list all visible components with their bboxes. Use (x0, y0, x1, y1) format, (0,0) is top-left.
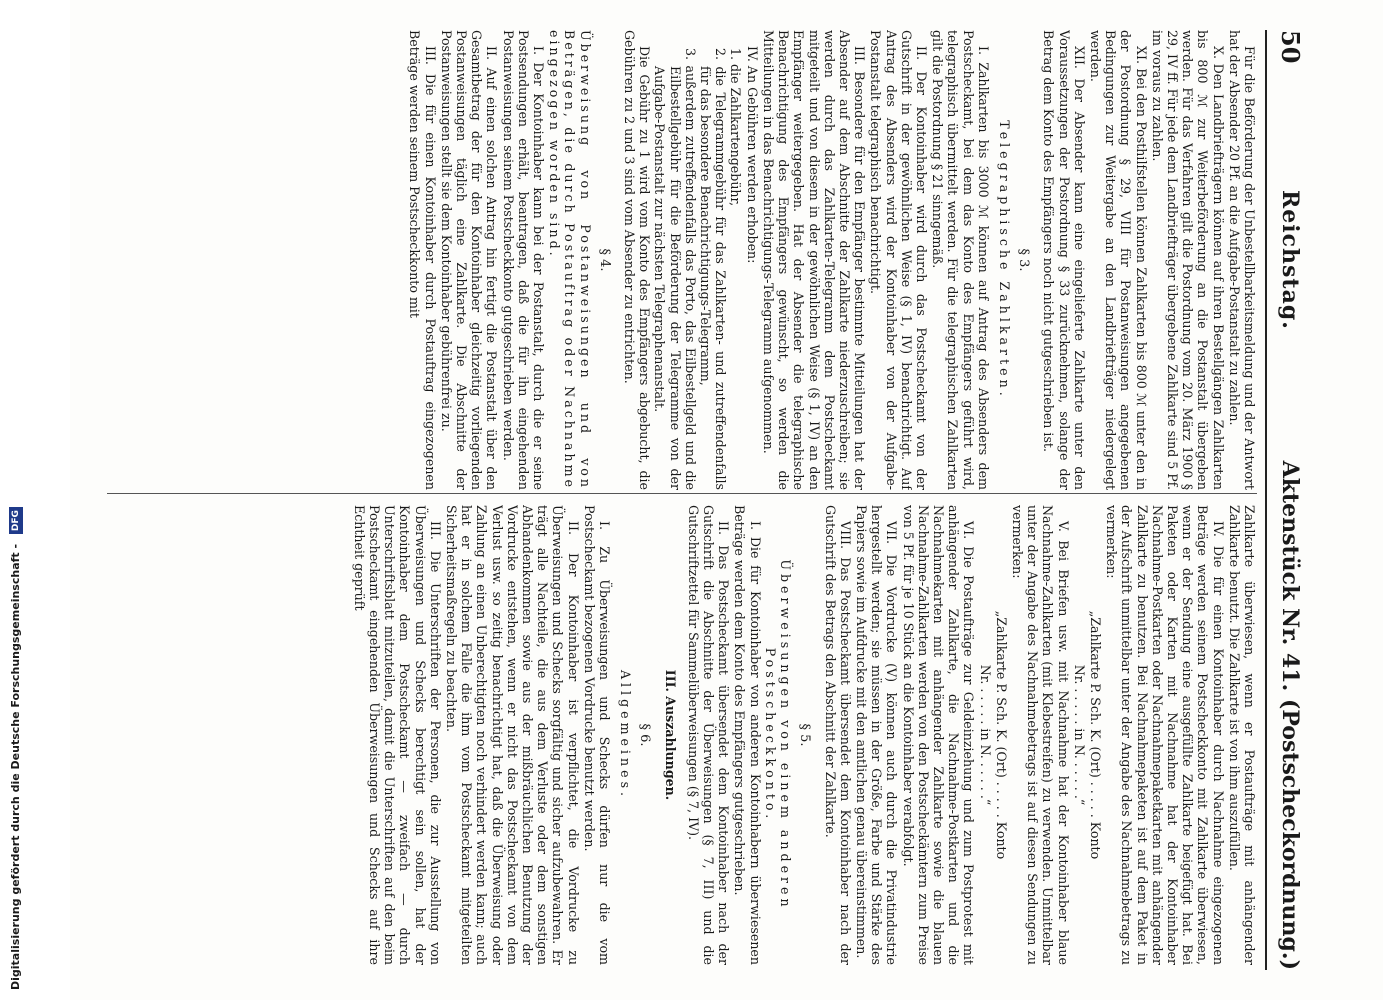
right-section-heading: Überweisungen von einem anderen (778, 559, 794, 911)
left-paragraph: III. Die für einen Kontoinhaber durch Postauftrag eingezogenen Beträge werden seinem Postscheckkonto mit (407, 30, 438, 490)
left-list-item: 2. die Telegrammgebühr für das Zahlkarten- und zutreffendenfalls für das besondere Benachrichtigungs-Telegramm, (698, 48, 729, 490)
right-chapter-heading: III. Auszahlungen. (662, 669, 678, 801)
left-paragraph: X. Den Landbriefträgern können auf ihren Bestellgängen Zahlkarten bis 800 ℳ zur Weiterbeförderung an die Postanstalt übergeben werden. Für das Verfahren gilt die Postordnung vom 20. März 1900 § 29, IV ff. Für jede dem Landbriefträger übergebene Zahlkarte sind 5 Pf. im voraus zu zahlen. (1149, 30, 1226, 490)
left-paragraph: XI. Bei den Posthilfstellen können Zahlkarten bis 800 ℳ unter den in der Postordnung § 29, VIII für Postanweisungen angegebenen Bedingungen zur Weitergabe an den Landbriefträger niedergelegt werden. (1087, 30, 1149, 490)
right-paragraph: III. Die Unterschriften der Personen, die zur Ausstellung von Überweisungen und Schecks berechtigt sein sollen, hat der Kontoinhaber dem Postscheckamt — zweifach — durch Unterschriftsblatt mitzuteilen, damit die Unterschriften auf den beim Postscheckamt eingehenden Überweisungen und Schecks auf ihre Echtheit geprüft (351, 505, 443, 965)
left-paragraph: II. Der Kontoinhaber wird durch das Postscheckamt von der Gutschrift in der gewöhnlichen Weise (§ 1, IV) benachrichtigt. Auf Antrag des Absenders wird der Kontoinhaber von der Aufgabe-Postanstalt telegraphisch benachrichtigt. (868, 30, 929, 490)
left-section-number: § 3. (1016, 248, 1032, 272)
right-form-line: „Zahlkarte P. Sch. K. (Ort) . . . . . Konto (993, 610, 1009, 860)
left-paragraph: Für die Beförderung der Unbestellbarkeitsmeldung und der Antwort hat der Absender 20 Pf. an die Aufgabe-Postanstalt zu zahlen. (1226, 30, 1257, 490)
right-paragraph: Zahlkarte überwiesen, wenn er Postaufträge mit anhängender Zahlkarte benutzt. Die Zahlkarte ist von ihm auszufüllen. (1226, 505, 1257, 965)
right-section-number: § 5. (797, 723, 813, 747)
right-section-heading: Allgemeines. (618, 669, 634, 801)
document-sheet (65, 0, 1315, 1000)
right-section-heading: Postscheckkonto. (762, 647, 778, 823)
page-header (1265, 30, 1311, 970)
right-paragraph: II. Das Postscheckamt übersendet dem Kontoinhaber nach der Gutschrift die Abschnitte der Überweisungen (§ 7, III) und die Gutschriftzettel für Sammelüberweisungen (§ 7, IV). (685, 505, 732, 965)
right-paragraph: IV. Die für einen Kontoinhaber durch Nachnahme eingezogenen Beträge werden seinem Postscheckkonto mit Zahlkarte überwiesen, wenn er der Sendung eine ausgefüllte Zahlkarte beigefügt hat. Bei Paketen oder Karten mit Nachnahme hat der Kontoinhaber Nachnahme-Postkarten oder Nachnahmepaketkarten mit anhängender Zahlkarte zu benutzen. Bei Nachnahmepaketen ist auf dem Paket in der Aufschrift unmittelbar unter der Angabe des Nachnahmebetrags zu vermerken: (1104, 505, 1226, 965)
left-paragraph: I. Der Kontoinhaber kann bei der Postanstalt, durch die er seine Postsendungen erhält, beantragen, daß die für ihn eingehenden Postanweisungen seinem Postscheckkonto gutgeschrieben werden. (500, 30, 547, 490)
right-paragraph: II. Der Kontoinhaber ist verpflichtet, die Vordrucke zu Überweisungen und Schecks sorgfältig und sicher aufzubewahren. Er trägt alle Nachteile, die aus dem Verluste oder dem sonstigen Abhandenkommen sowie aus der mißbräuchlichen Benutzung der Vordrucke entstehen, wenn er nicht das Postscheckamt von dem Verlust usw. so zeitig benachrichtigt hat, daß die Überweisung oder Zahlung an einen Unberechtigten noch verhindert werden kann; auch hat er in solchem Falle die ihm vom Postscheckamt mitgeteilten Sicherheitsmaßregeln zu beachten. (444, 505, 581, 965)
left-list-item: 1. die Zahlkartengebühr, (728, 48, 744, 207)
left-paragraph: IV. An Gebühren werden erhoben: (744, 46, 760, 264)
digitization-footer (0, 0, 70, 1000)
footer-credit (6, 0, 26, 1000)
document-subtitle: Aktenstück Nr. 41. (Postscheckordnung.) (1277, 460, 1303, 970)
right-paragraph: VII. Die Vordrucke (V) können auch durch die Privatindustrie hergestellt werden; sie müssen in der Größe, Farbe und Stärke des Papiers sowie im Aufdrucke mit den amtlichen genau übereinstimmen. (853, 505, 900, 965)
page-number: 50 (1276, 30, 1305, 64)
left-paragraph: II. Auf einen solchen Antrag hin fertigt die Postanstalt über den Gesamtbetrag der für den Kontoinhaber gleichzeitig vorliegenden Postanweisungen täglich eine Zahlkarte. Die Abschnitte der Postanweisungen stellt sie dem Kontoinhaber gebührenfrei zu. (438, 30, 500, 490)
left-section-number: § 4. (596, 248, 612, 272)
left-list-item: 3. außerdem zutreffendenfalls das Porto, das Eilbestellgeld und die Eilbestellgebühr für die Beförderung der Telegramme von der Aufgabe-Postanstalt zur nächsten Telegraphenanstalt. (652, 48, 698, 490)
right-form-line: Nr. . . . . . in N. . . . . .“ (977, 664, 993, 806)
dfg-logo: DFG (9, 507, 23, 534)
left-paragraph: XII. Der Absender kann eine eingelieferte Zahlkarte unter den Voraussetzungen der Postordnung § 33 zurücknehmen, solange der Betrag dem Konto des Empfängers noch nicht gutgeschrieben ist. (1041, 30, 1087, 490)
scanned-page (70, 0, 1383, 1000)
right-paragraph: VIII. Das Postscheckamt übersendet dem Kontoinhaber nach der Gutschrift des Betrags den Abschnitt der Zahlkarte. (822, 505, 853, 965)
left-column (97, 30, 1257, 490)
right-paragraph: V. Bei Briefen usw. mit Nachnahme hat der Kontoinhaber blaue Nachnahme-Zahlkarten (mit Klebestreifen) zu verwenden. Unmittelbar unter der Angabe des Nachnahmebetrags ist auf diesen Sendungen zu vermerken: (1009, 505, 1071, 965)
left-section-heading: Telegraphische Zahlkarten. (996, 120, 1012, 400)
right-paragraph: I. Die für Kontoinhaber von anderen Kontoinhabern überwiesenen Beträge werden dem Konto des Empfängers gutgeschrieben. (732, 505, 763, 965)
right-form-line: „Zahlkarte P. Sch. K. (Ort) . . . . . Konto (1087, 610, 1103, 860)
left-section-heading: Überweisung von Postanweisungen und von Beträgen, die durch Postauftrag oder Nachnahme eingezogen worden sind. (547, 30, 593, 490)
right-column (97, 505, 1257, 965)
left-paragraph: Die Gebühr zu 1 wird vom Konto des Empfängers abgebucht, die Gebühren zu 2 und 3 sind vom Absender zu entrichten. (622, 30, 653, 490)
right-section-number: § 6. (637, 723, 653, 747)
right-paragraph: I. Zu Überweisungen und Schecks dürfen nur die vom Postscheckamt bezogenen Vordrucke benutzt werden. (581, 505, 613, 965)
page-title: Reichstag. (1277, 190, 1303, 330)
right-paragraph: VI. Die Postaufträge zur Geldeinziehung und zum Postprotest mit anhängender Zahlkarte, die Nachnahme-Postkarten und die Nachnahmekarten mit anhängender Zahlkarte sowie die blauen Nachnahme-Zahlkarten werden von den Postscheckämtern zum Preise von 5 Pf. für je 10 Stück an die Kontoinhaber verabfolgt. (900, 505, 977, 965)
right-form-line: Nr. . . . . . in N. . . . . .“ (1071, 664, 1087, 806)
footer-text: Digitalisierung gefördert durch die Deutsche Forschungsgemeinschaft - (9, 543, 22, 990)
left-paragraph: I. Zahlkarten bis 3000 ℳ können auf Antrag des Absenders dem Postscheckamt, bei dem das Konto des Empfängers geführt wird, telegraphisch übermittelt werden. Für die telegraphischen Zahlkarten gilt die Postordnung § 21 sinngemäß. (930, 30, 991, 490)
column-divider (107, 493, 1257, 494)
left-paragraph: III. Besondere für den Empfänger bestimmte Mitteilungen hat der Absender auf dem Abschnitte der Zahlkarte niederzuschreiben; sie werden durch das Zahlkarten-Telegramm dem Postscheckamt mitgeteilt und von diesem in der gewöhnlichen Weise (§ 1, IV) an den Empfänger weitergegeben. Hat der Absender die telegraphische Benachrichtigung des Empfängers gewünscht, so werden die Mitteilungen in das Benachrichtigungs-Telegramm aufgenommen. (760, 30, 868, 490)
